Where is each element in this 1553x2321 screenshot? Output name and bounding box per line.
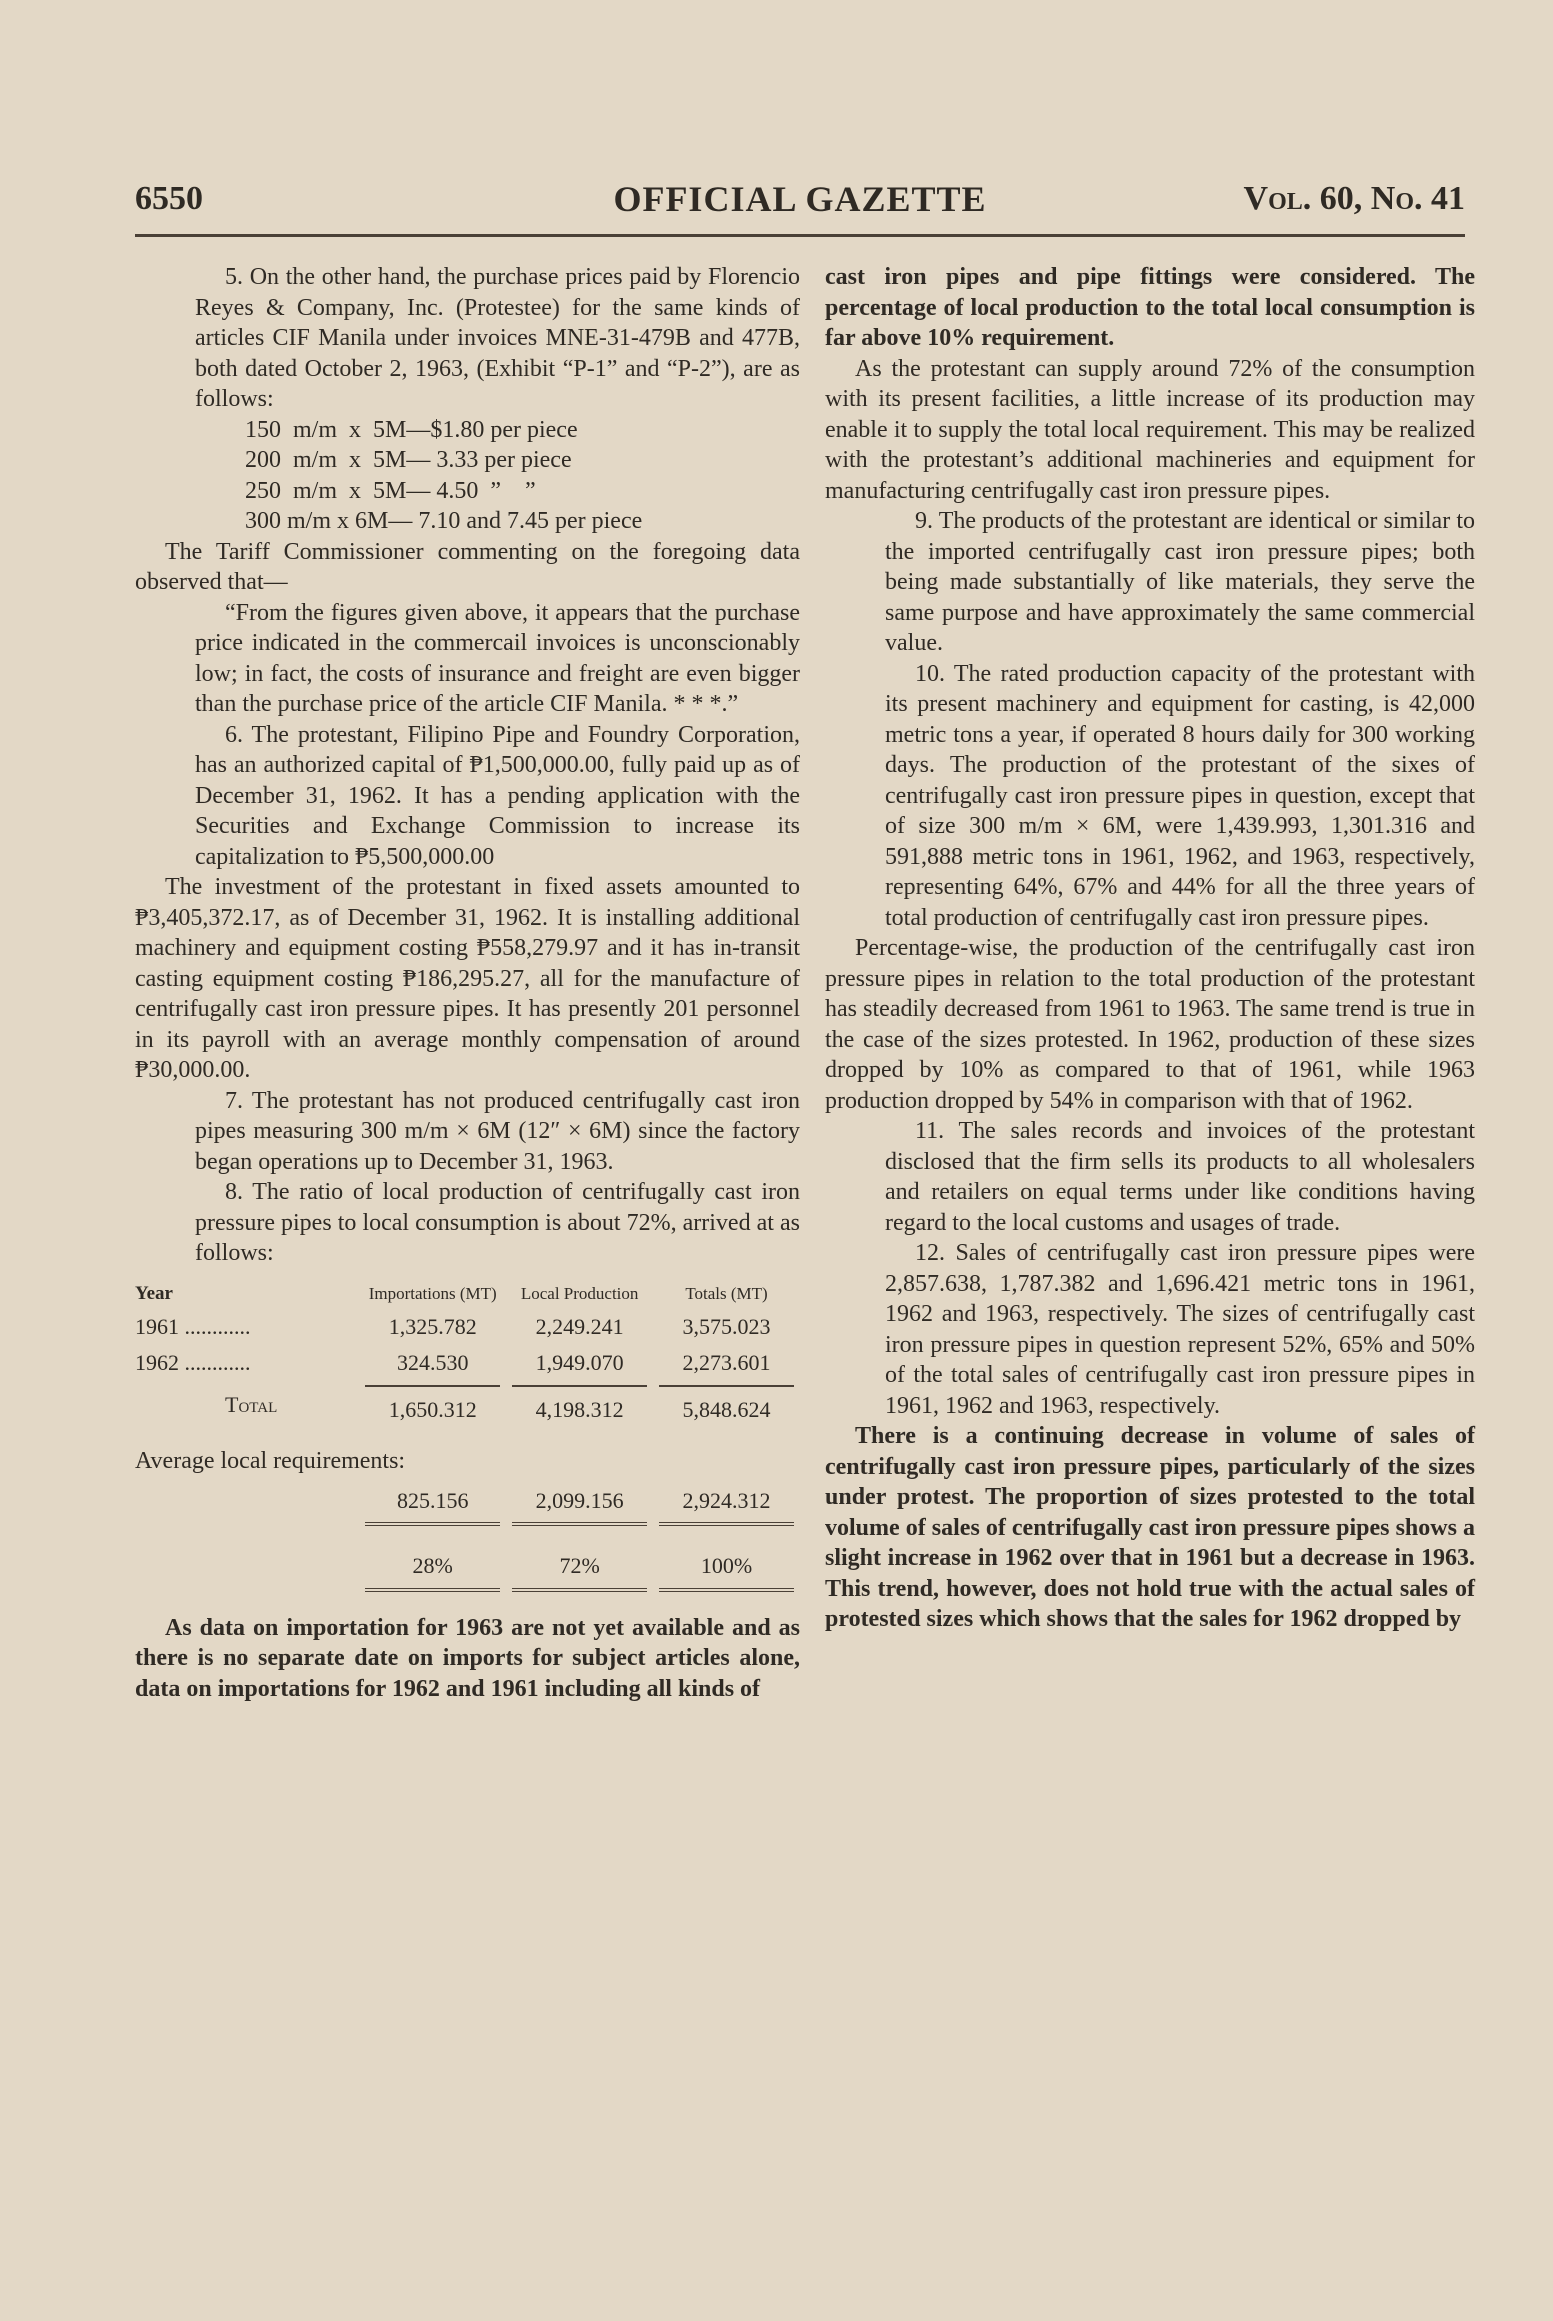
total-total: 5,848.624 bbox=[659, 1385, 794, 1426]
commissioner-paragraph: The Tariff Commissioner commenting on the foregoing data observed that— bbox=[135, 538, 800, 595]
row-total: 2,273.601 bbox=[682, 1350, 771, 1375]
decrease-paragraph: There is a continuing decrease in volume of sales of centrifugally cast iron pressure pipes, particularly of the sizes under protest. The proportion of sizes protested to the total volume of sales of centrifugally cast iron pressure pipes shows a slight increase in 1962 over that in 1961 but a decrease in 1963. This trend, however, does not hold true with the actual sales of protested sizes which shows that the sales for 1962 dropped by bbox=[825, 1423, 1475, 1632]
commissioner-quote: “From the figures given above, it appears that the purchase price indicated in the commercail invoices is unconscionably low; in fact, the costs of insurance and freight are even bigger than the purchase price of the article CIF Manila. * * *.” bbox=[195, 599, 800, 717]
avg-local: 2,099.156 bbox=[512, 1486, 647, 1527]
table-row bbox=[135, 1309, 800, 1346]
total-row bbox=[135, 1382, 800, 1429]
right-column bbox=[825, 262, 1475, 1635]
pct-total: 100% bbox=[659, 1551, 794, 1592]
price-item: 300 m/m x 6M— 7.10 and 7.45 per piece bbox=[245, 508, 643, 534]
avg-importations: 825.156 bbox=[365, 1486, 500, 1527]
investment-paragraph: The investment of the protestant in fixed assets amounted to ₱3,405,372.17, as of December 31, 1962. It is installing additional machinery and equipment costing ₱558,279.97 and it has in-transit casting equipment costing ₱186,295.27, all for the manufacture of centrifugally cast iron pressure pipes. It has presently 201 personnel in its payroll with an average monthly compensation of around ₱30,000.00. bbox=[135, 874, 800, 1083]
table-header-year: Year bbox=[135, 1282, 173, 1304]
row-local: 1,949.070 bbox=[535, 1350, 624, 1375]
publication-title: OFFICIAL GAZETTE bbox=[613, 179, 987, 219]
page-header bbox=[135, 172, 1465, 224]
percent-row bbox=[135, 1529, 800, 1595]
paragraph-10: 10. The rated production capacity of the protestant with its present machinery and equipment for casting, is 42,000 metric tons a year, if operated 8 hours daily for 300 working days. The production of the protestant of the sixes of centrifugally cast iron pressure pipes in question, except that of size 300 m/m × 6M, were 1,439.993, 1,301.316 and 591,888 metric tons in 1961, 1962, and 1963, respectively, representing 64%, 67% and 44% for all the three years of total production of centrifugally cast iron pressure pipes. bbox=[885, 660, 1475, 931]
average-label: Average local requirements: bbox=[135, 1448, 406, 1474]
paragraph-9: 9. The products of the protestant are identical or similar to the imported centrifugally cast iron pressure pipes; both being made substantially of like materials, they serve the same purpose and have approximately the same commercial value. bbox=[885, 508, 1475, 656]
supply-paragraph: As the protestant can supply around 72% of the consumption with its present facilities, a little increase of its production may enable it to supply the total local requirement. This may be realized with the protestant’s additional machineries and equipment for manufacturing centrifugally cast iron pressure pipes. bbox=[825, 355, 1475, 504]
price-item: 250 m/m x 5M— 4.50 ” ” bbox=[245, 477, 536, 504]
avg-total: 2,924.312 bbox=[659, 1486, 794, 1527]
percentage-paragraph: Percentage-wise, the production of the centrifugally cast iron pressure pipes in relation to the total production of the protestant has steadily decreased from 1961 to 1963. The same trend is true in the case of the sizes protested. In 1962, production of these sizes dropped by 10% as compared to that of 1961, while 1963 production dropped by 54% in comparison with that of 1962. bbox=[825, 935, 1475, 1114]
pct-importations: 28% bbox=[365, 1551, 500, 1592]
paragraph-7: 7. The protestant has not produced centrifugally cast iron pipes measuring 300 m/m × 6M (12″ × 6M) since the factory began operations up to December 31, 1963. bbox=[195, 1087, 800, 1175]
total-importations: 1,650.312 bbox=[365, 1385, 500, 1426]
total-local: 4,198.312 bbox=[512, 1385, 647, 1426]
row-year: 1961 ............ bbox=[135, 1313, 251, 1339]
paragraph-11: 11. The sales records and invoices of the protestant disclosed that the firm sells its products to all wholesalers and retailers on equal terms under like conditions having regard to the local customs and usages of trade. bbox=[885, 1118, 1475, 1236]
header-rule bbox=[135, 234, 1465, 237]
production-table bbox=[135, 1282, 800, 1595]
row-year: 1962 ............ bbox=[135, 1350, 251, 1375]
table-header-importations: Importations (MT) bbox=[368, 1283, 497, 1303]
volume-number: Vol. 60, No. 41 bbox=[1243, 180, 1465, 217]
table-row bbox=[135, 1345, 800, 1382]
average-row bbox=[135, 1483, 800, 1530]
left-column bbox=[135, 262, 800, 1704]
price-item: 150 m/m x 5M—$1.80 per piece bbox=[245, 416, 578, 443]
row-importations: 324.530 bbox=[396, 1350, 469, 1375]
table-header-local: Local Production bbox=[520, 1283, 639, 1303]
row-importations: 1,325.782 bbox=[388, 1313, 477, 1339]
table-header-totals: Totals (MT) bbox=[685, 1283, 768, 1303]
price-list bbox=[245, 415, 800, 537]
paragraph-6: 6. The protestant, Filipino Pipe and Foundry Corporation, has an authorized capital of ₱1,500,000.00, fully paid up as of December 31, 1962. It has a pending application with the Securities and Exchange Commission to increase its capitalization to ₱5,500,000.00 bbox=[195, 721, 800, 870]
paragraph-12: 12. Sales of centrifugally cast iron pressure pipes were 2,857.638, 1,787.382 and 1,696.421 metric tons in 1961, 1962 and 1963, respectively. The sizes of centrifugally cast iron pressure pipes in question represent 52%, 65% and 50% of the total sales of centrifugally cast iron pressure pipes in 1961, 1962 and 1963, respectively. bbox=[885, 1240, 1475, 1419]
row-total: 3,575.023 bbox=[682, 1313, 771, 1339]
paragraph-8: 8. The ratio of local production of centrifugally cast iron pressure pipes to local consumption is about 72%, arrived at as follows: bbox=[195, 1179, 800, 1266]
pct-local: 72% bbox=[512, 1551, 647, 1592]
row-local: 2,249.241 bbox=[535, 1313, 624, 1339]
price-item: 200 m/m x 5M— 3.33 per piece bbox=[245, 447, 572, 473]
paragraph-5: 5. On the other hand, the purchase prices paid by Florencio Reyes & Company, Inc. (Protestee) for the same kinds of articles CIF Manila under invoices MNE-31-479B and 477B, both dated October 2, 1963, (Exhibit “P-1” and “P-2”), are as follows: bbox=[195, 264, 800, 412]
total-label: Total bbox=[225, 1391, 278, 1417]
closing-paragraph: As data on importation for 1963 are not yet available and as there is no separate date on imports for subject articles alone, data on importations for 1962 and 1961 including all kinds of bbox=[135, 1614, 800, 1702]
continued-paragraph: cast iron pipes and pipe fittings were considered. The percentage of local production to the total local consumption is far above 10% requirement. bbox=[825, 264, 1475, 351]
page-number: 6550 bbox=[135, 180, 203, 217]
